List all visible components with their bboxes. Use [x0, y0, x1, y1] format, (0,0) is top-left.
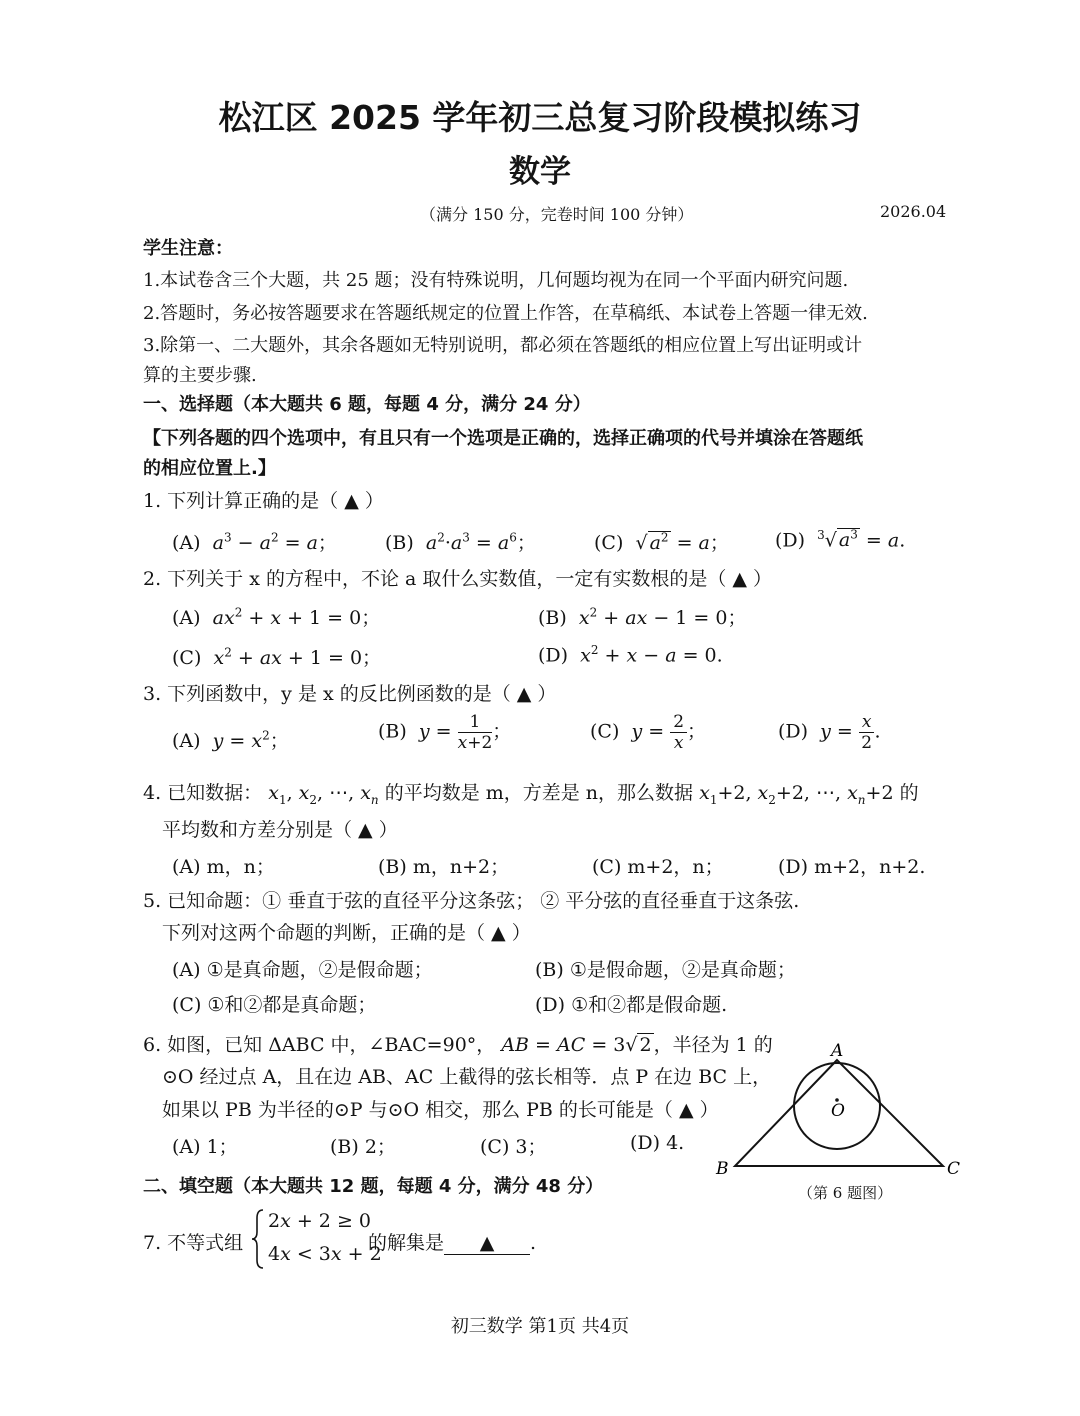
q2-stem: 2. 下列关于 x 的方程中，不论 a 取什么实数值，一定有实数根的是（ ▲ ）	[143, 568, 773, 590]
q4-option-d: (D) m+2，n+2.	[778, 856, 926, 878]
q5-option-c: (C) ①和②都是真命题；	[172, 994, 377, 1016]
q1-option-c: (C) √ $a^2 = a$；	[594, 530, 729, 554]
q6-figure	[700, 1036, 980, 1186]
q5-option-d: (D) ①和②都是假命题.	[535, 994, 728, 1016]
q6-figure-caption: （第 6 题图）	[798, 1184, 893, 1202]
q2-option-c-label: (C)	[172, 647, 202, 669]
label-b: B	[716, 1159, 729, 1179]
notice-item-2: 2.答题时，务必按答题要求在答题纸规定的位置上作答，在草稿纸、本试卷上答题一律无效.	[143, 303, 868, 324]
q7-inequality-1: 2x + 2 ≥ 0	[268, 1210, 371, 1232]
section1-heading: 一、选择题（本大题共 6 题，每题 4 分，满分 24 分）	[143, 394, 591, 415]
q2-option-a: (A) $ax^2 + x + 1 = 0$；	[172, 605, 381, 629]
q1-option-a-label: (A)	[172, 532, 201, 554]
q4-option-b: (B) m，n+2；	[378, 856, 510, 878]
q2-option-b-label: (B)	[538, 607, 567, 629]
q1-option-c-label: (C)	[594, 532, 624, 554]
exam-info: （满分 150 分，完卷时间 100 分钟）	[420, 205, 694, 224]
exam-title: 松江区 2025 学年初三总复习阶段模拟练习	[218, 98, 862, 137]
exam-date: 2026.04	[880, 202, 947, 221]
q3-option-c-label: (C)	[590, 720, 620, 743]
label-c: C	[947, 1159, 961, 1179]
q3-option-a-label: (A)	[172, 730, 201, 752]
q6-stem-line-3: 如果以 PB 为半径的⊙P 与⊙O 相交，那么 PB 的长可能是（ ▲ ）	[162, 1099, 719, 1121]
q5-stem-line-1: 5. 已知命题：① 垂直于弦的直径平分这条弦； ② 平分弦的直径垂直于这条弦.	[143, 890, 800, 912]
q1-option-d: (D) $^3$√ $a^3 = a$.	[775, 528, 906, 552]
q3-option-d-label: (D)	[778, 720, 809, 743]
q5-option-a: (A) ①是真命题，②是假命题；	[172, 959, 433, 981]
q4-stem-line-1: 4. 已知数据： $x_1$, $x_2$, ⋯, $x_n$ 的平均数是 m，方差是 n，那么数据 $x_1+2$, $x_2+2$, ⋯, $x_n+2$ 的	[143, 782, 919, 807]
q1-option-d-label: (D)	[775, 529, 806, 552]
q6-stem-line-1: 6. 如图，已知 ΔABC 中，∠BAC=90°， AB = AC = 3√ 2 ，半径为 1 的	[143, 1034, 773, 1056]
q5-stem-line-2: 下列对这两个命题的判断，正确的是（ ▲ ）	[162, 922, 531, 944]
q7-stem-suffix: 的解集是 ▲ .	[368, 1232, 537, 1254]
q4-stem-line-2: 平均数和方差分别是（ ▲ ）	[162, 819, 398, 841]
answer-marker: ▲	[479, 1232, 495, 1254]
page-footer: 初三数学 第1页 共4页	[450, 1316, 630, 1337]
q4-option-c: (C) m+2，n；	[592, 856, 724, 878]
q6-option-a: (A) 1；	[172, 1136, 238, 1158]
subject-title: 数学	[509, 154, 571, 190]
q7-brace	[251, 1208, 265, 1270]
q1-option-a: (A) $a^3 - a^2 = a$；	[172, 530, 337, 554]
q5-option-b: (B) ①是假命题，②是真命题；	[535, 959, 796, 981]
section2-heading: 二、填空题（本大题共 12 题，每题 4 分，满分 48 分）	[143, 1176, 604, 1197]
notice-item-1: 1.本试卷含三个大题，共 25 题；没有特殊说明，几何题均视为在同一个平面内研究问题.	[143, 270, 849, 291]
q7-answer-blank	[444, 1232, 530, 1255]
q3-option-b-label: (B)	[378, 720, 407, 743]
q3-option-b: (B) y = $\frac{1}{x+2}$ ；	[378, 712, 512, 753]
q7-stem-prefix: 7. 不等式组	[143, 1232, 244, 1254]
q3-option-a: (A) $y = x^2$；	[172, 728, 289, 752]
q2-option-d-label: (D)	[538, 644, 569, 667]
q1-option-b-label: (B)	[385, 532, 414, 554]
section1-instruction-line-1: 【下列各题的四个选项中，有且只有一个选项是正确的，选择正确项的代号并填涂在答题纸	[143, 428, 863, 449]
q3-stem: 3. 下列函数中，y 是 x 的反比例函数的是（ ▲ ）	[143, 683, 557, 705]
q2-option-c: (C) $x^2$ + ax + 1 = 0；	[172, 645, 382, 669]
q3-b-fraction: $\frac{1}{x+2}$	[457, 712, 493, 753]
q1-option-b: (B) $a^2\cdot a^3 = a^6$；	[385, 530, 536, 554]
q3-option-d: (D) y = $\frac{x}{2}$ .	[778, 712, 881, 753]
label-o: O	[831, 1101, 845, 1121]
q7-inequality-2: 4x < 3x + 2	[268, 1243, 382, 1265]
q1-stem: 1. 下列计算正确的是（ ▲ ）	[143, 490, 384, 512]
q6-stem-line-2: ⊙O 经过点 A，且在边 AB、AC 上截得的弦长相等．点 P 在边 BC 上，	[162, 1066, 772, 1088]
q6-option-b: (B) 2；	[330, 1136, 396, 1158]
notice-item-3-line-2: 算的主要步骤.	[143, 365, 257, 386]
q4-option-a: (A) m，n；	[172, 856, 275, 878]
q2-option-b: (B) $x^2$ + ax − 1 = 0；	[538, 605, 747, 629]
q6-option-d: (D) 4.	[630, 1132, 685, 1154]
q2-option-d: (D) $x^2 + x - a = 0$.	[538, 643, 723, 667]
notice-heading: 学生注意：	[143, 238, 233, 259]
q3-option-c: (C) y = $\frac{2}{x}$ ；	[590, 712, 707, 753]
notice-item-3-line-1: 3.除第一、二大题外，其余各题如无特别说明，都必须在答题纸的相应位置上写出证明或计	[143, 335, 863, 356]
q3-c-fraction: $\frac{2}{x}$	[670, 712, 687, 753]
section1-instruction-line-2: 的相应位置上.】	[143, 458, 276, 479]
q2-option-a-label: (A)	[172, 607, 201, 629]
label-a: A	[831, 1041, 844, 1061]
q6-option-c: (C) 3；	[480, 1136, 547, 1158]
q3-d-fraction: $\frac{x}{2}$	[859, 712, 875, 753]
